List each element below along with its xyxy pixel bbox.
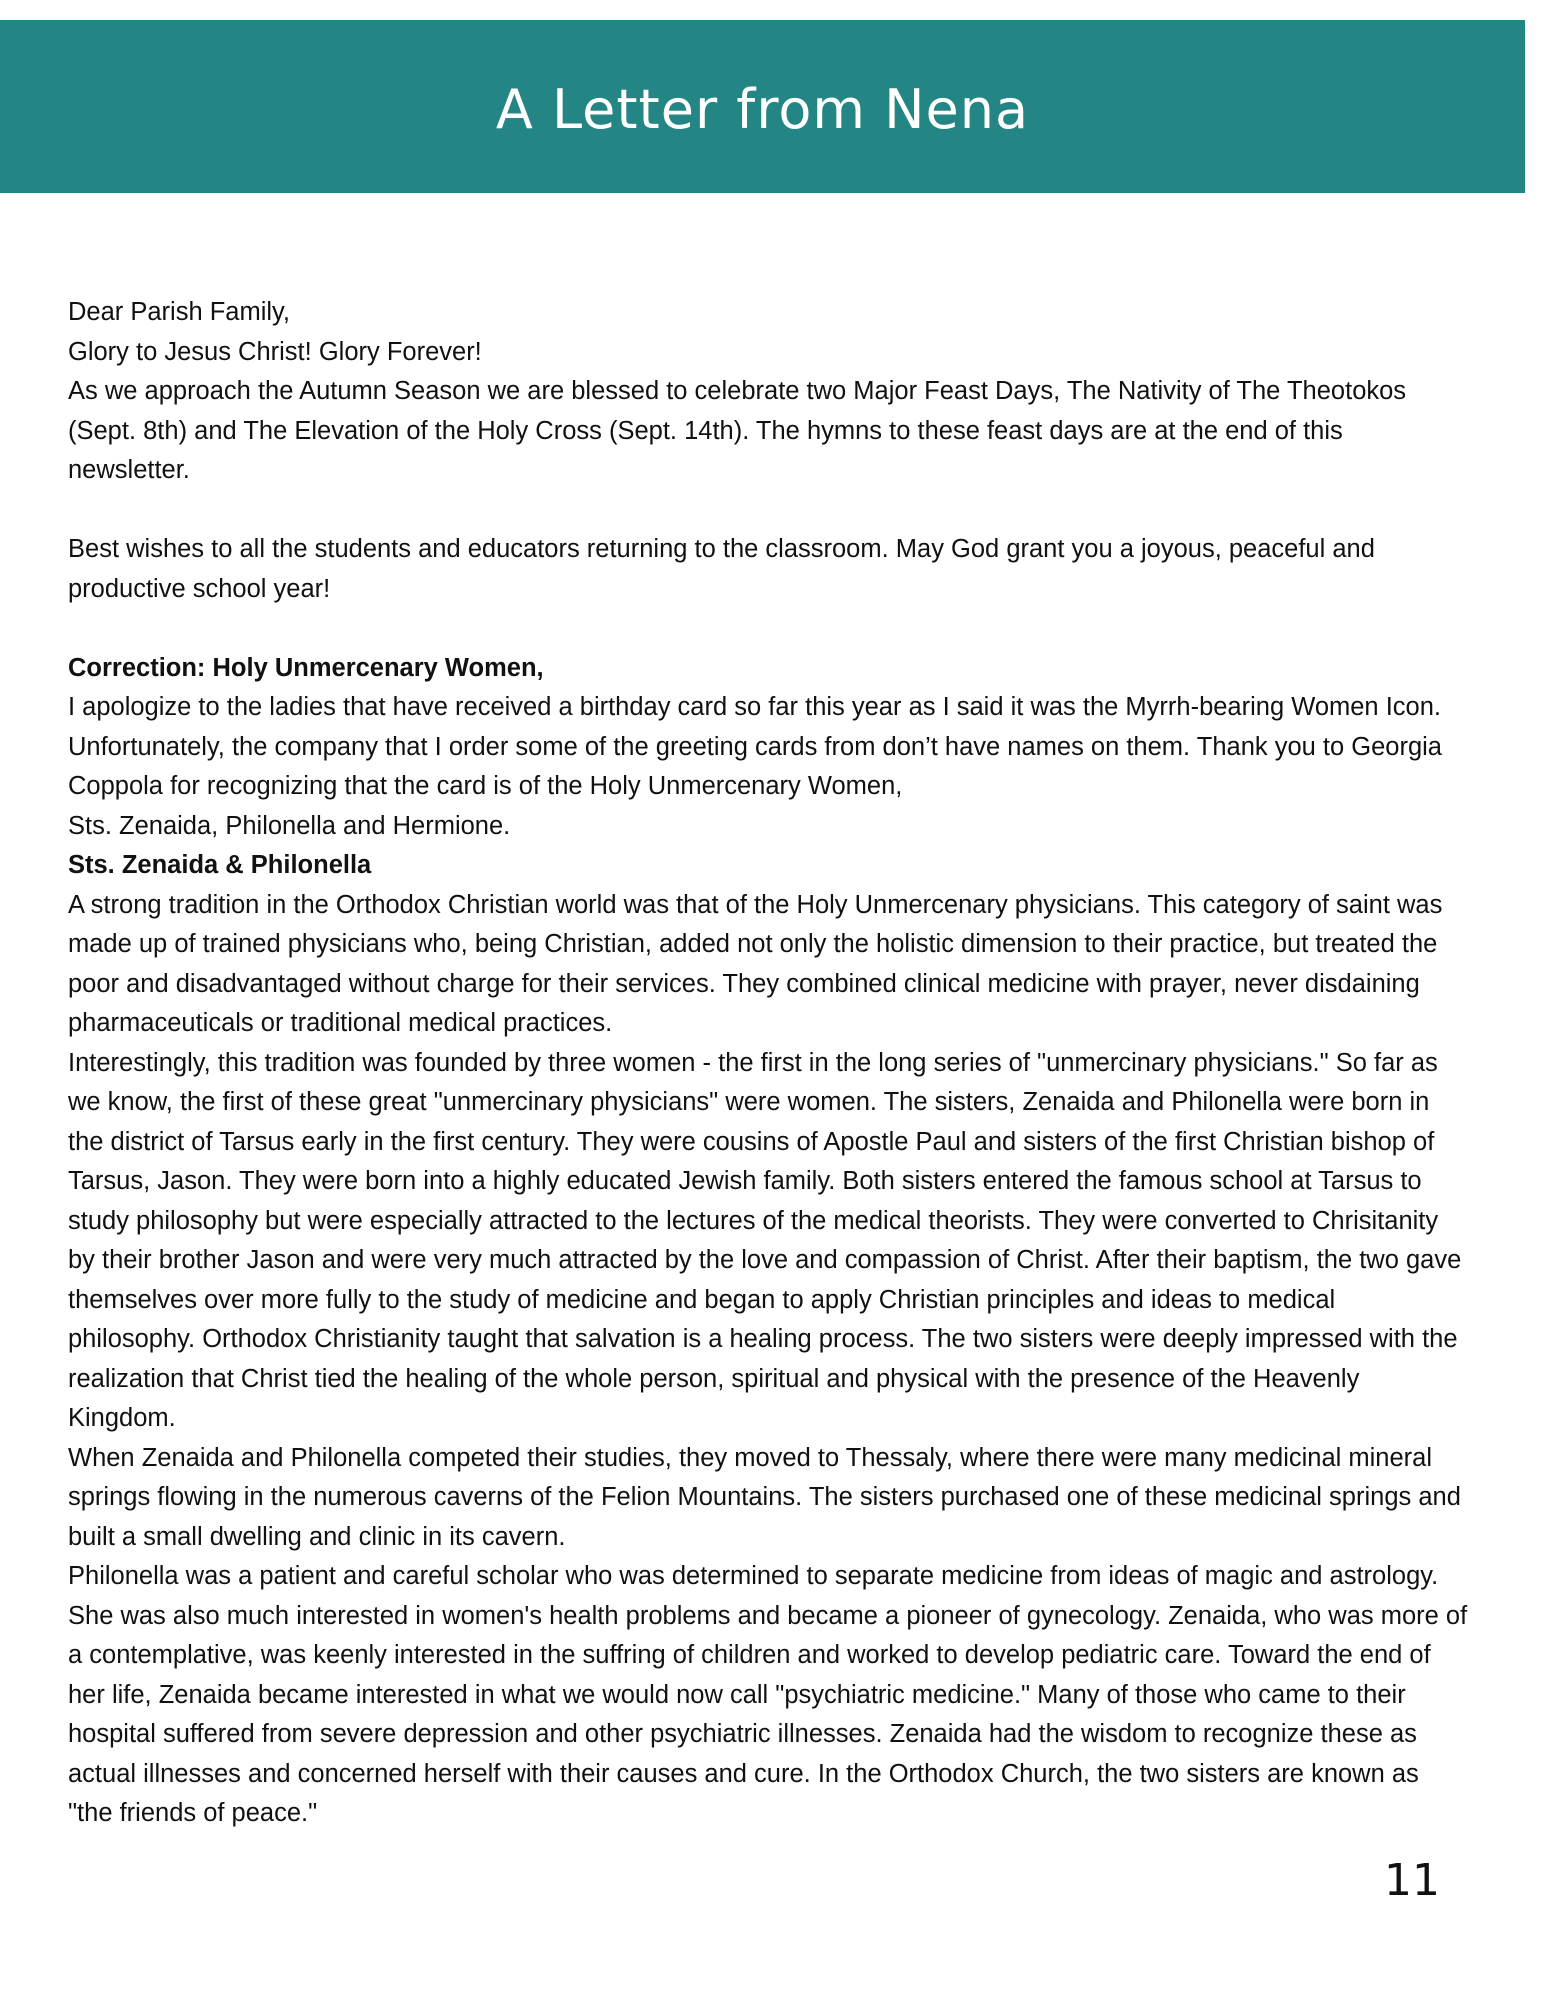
paragraph-spacer: [68, 491, 1468, 531]
paragraph-feast-days: As we approach the Autumn Season we are blessed to celebrate two Major Feast Days, The Nativity of The Theotokos (Sept. 8th) and The Elevation of the Holy Cross (Sept. 14th). The hymns to these feast days are at the end of this newsletter.: [68, 377, 1407, 484]
paragraph-founded: Interestingly, this tradition was founded by three women - the first in the long series of "unmercinary physicians." So far as we know, the first of these great "unmercinary physicians" were women. The sisters, Zenaida and Philonella were born in the district of Tarsus early in the first century. They were cousins of Apostle Paul and sisters of the first Christian bishop of Tarsus, Jason. They were born into a highly educated Jewish family. Both sisters entered the famous school at Tarsus to study philosophy but were especially attracted to the lectures of the medical theorists. They were converted to Chrisitanity by their brother Jason and were very much attracted by the love and compassion of Christ. After their baptism, the two gave themselves over more fully to the study of medicine and began to apply Christian principles and ideas to medical philosophy. Orthodox Christianity taught that salvation is a healing process. The two sisters were deeply impressed with the realization that Christ tied the healing of the whole person, spiritual and physical with the presence of the Heavenly Kingdom.: [68, 1048, 1462, 1432]
salutation: Dear Parish Family,: [68, 298, 290, 326]
title-banner: [0, 20, 1525, 193]
paragraph-spacer: [68, 609, 1468, 649]
correction-heading: Correction: Holy Unmercenary Women,: [68, 653, 544, 682]
letter-body: [68, 293, 1468, 1834]
paragraph-correction-names: Sts. Zenaida, Philonella and Hermione.: [68, 811, 511, 840]
page-number: 11: [1384, 1855, 1440, 1906]
page-title: A Letter from Nena: [495, 78, 1030, 141]
paragraph-thessaly: When Zenaida and Philonella competed their studies, they moved to Thessaly, where there were many medicinal mineral springs flowing in the numerous caverns of the Felion Mountains. The sisters purchased one of these medicinal springs and built a small dwelling and clinic in its cavern.: [68, 1443, 1461, 1551]
saints-heading: Sts. Zenaida & Philonella: [68, 851, 372, 879]
greeting: Glory to Jesus Christ! Glory Forever!: [68, 337, 482, 366]
paragraph-correction: I apologize to the ladies that have received a birthday card so far this year as I said it was the Myrrh-bearing Women Icon. Unfortunately, the company that I order some of the greeting cards from don’t have names on them. Thank you to Georgia Coppola for recognizing that the card is of the Holy Unmercenary Women,: [68, 693, 1442, 800]
paragraph-school-wishes: Best wishes to all the students and educators returning to the classroom. May God grant you a joyous, peaceful and productive school year!: [68, 535, 1375, 603]
paragraph-philonella: Philonella was a patient and careful scholar who was determined to separate medicine from ideas of magic and astrology. She was also much interested in women's health problems and became a pioneer of gynecology. Zenaida, who was more of a contemplative, was keenly interested in the suffring of children and worked to develop pediatric care. Toward the end of her life, Zenaida became interested in what we would now call "psychiatric medicine." Many of those who came to their hospital suffered from severe depression and other psychiatric illnesses. Zenaida had the wisdom to recognize these as actual illnesses and concerned herself with their causes and cure. In the Orthodox Church, the two sisters are known as "the friends of peace.": [68, 1562, 1468, 1827]
paragraph-tradition: A strong tradition in the Orthodox Christian world was that of the Holy Unmercenary physicians. This category of saint was made up of trained physicians who, being Christian, added not only the holistic dimension to their practice, but treated the poor and disadvantaged without charge for their services. They combined clinical medicine with prayer, never disdaining pharmaceuticals or traditional medical practices.: [68, 890, 1443, 1037]
